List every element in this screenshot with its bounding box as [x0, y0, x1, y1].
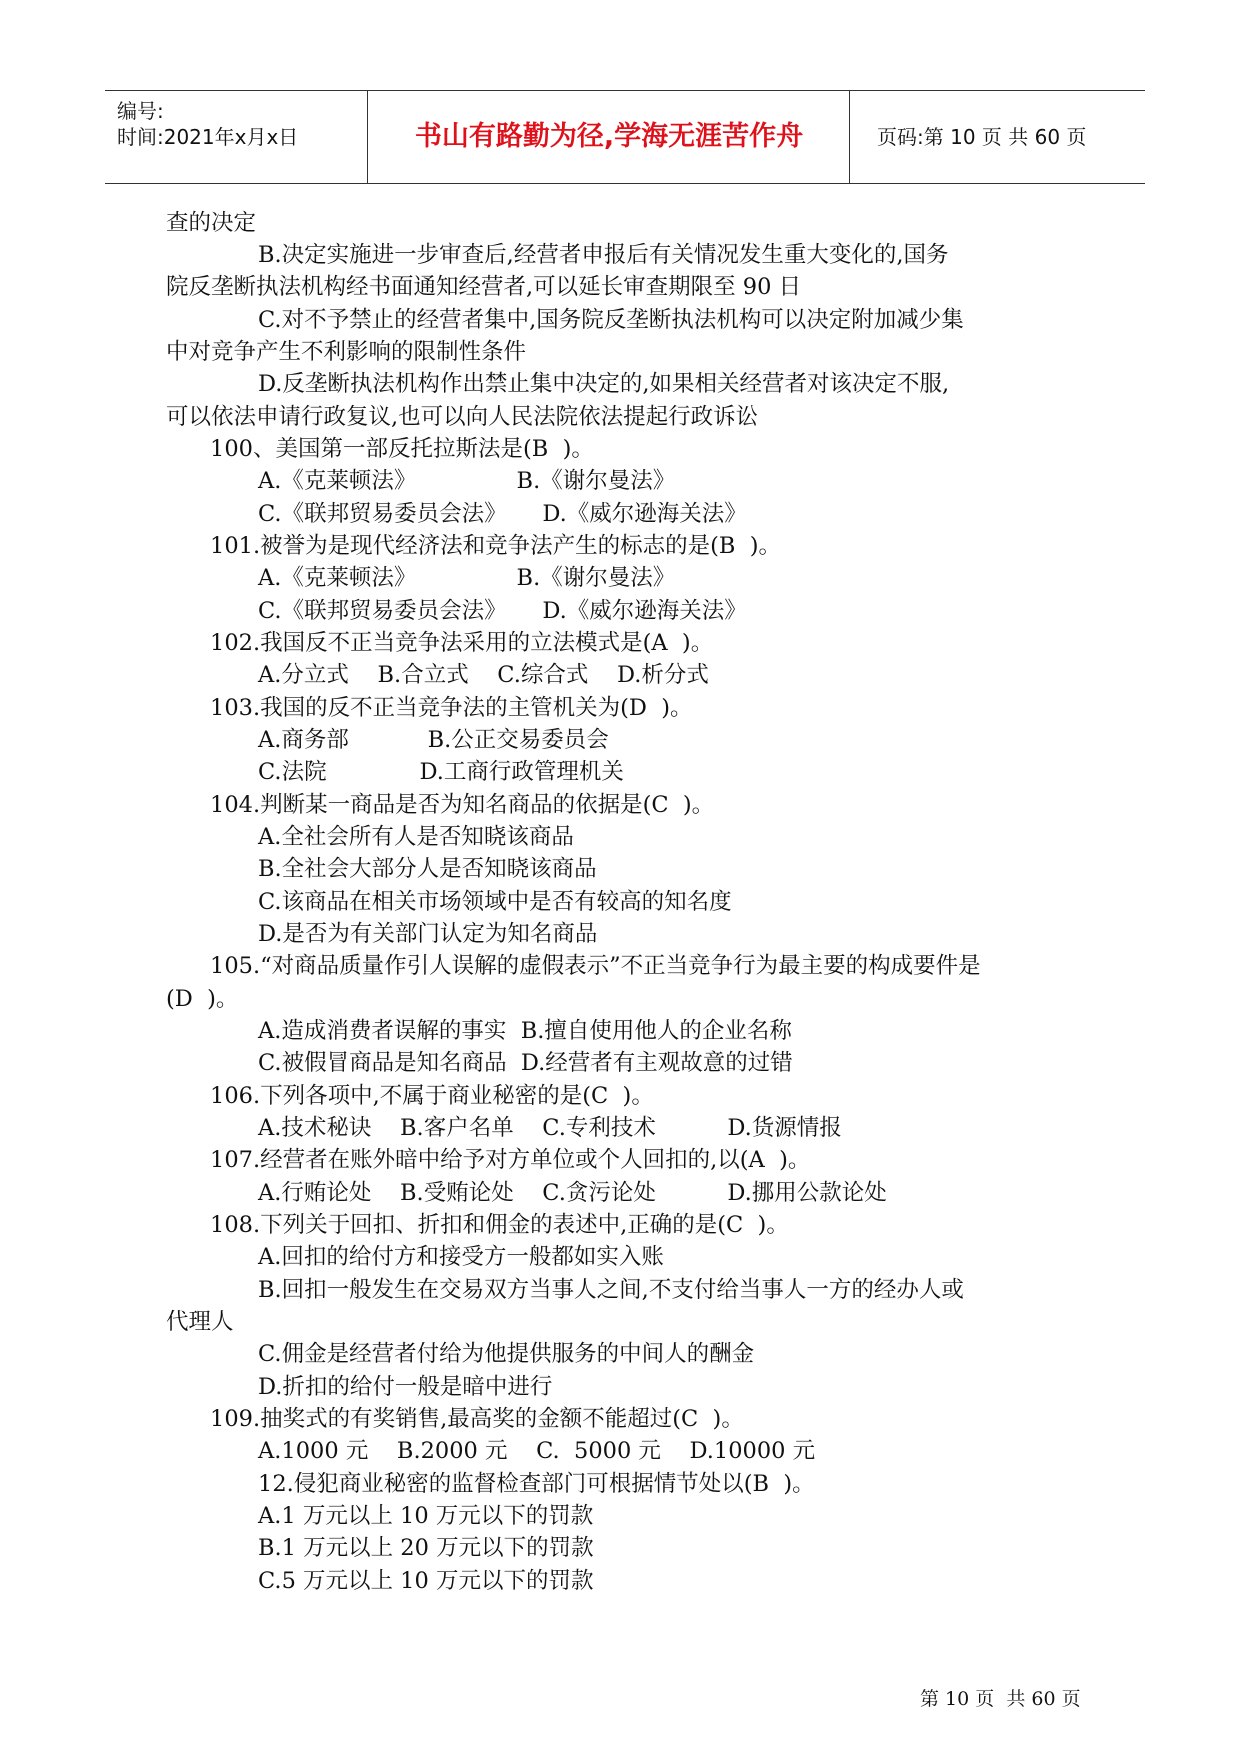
- option-line: A.1 万元以上 10 万元以下的罚款: [258, 1503, 594, 1529]
- page-footer: 第 10 页 共 60 页: [920, 1688, 1081, 1710]
- question-109: 109.抽奖式的有奖销售,最高奖的金额不能超过(C )。: [210, 1406, 744, 1432]
- option-line: B.1 万元以上 20 万元以下的罚款: [258, 1535, 594, 1561]
- text-line: (D )。: [166, 986, 239, 1012]
- option-line: A.造成消费者误解的事实 B.擅自使用他人的企业名称: [258, 1018, 792, 1044]
- question-102: 102.我国反不正当竞争法采用的立法模式是(A )。: [210, 630, 714, 656]
- option-line: C.5 万元以上 10 万元以下的罚款: [258, 1568, 594, 1594]
- option-line: A.行贿论处 B.受贿论处 C.贪污论处 D.挪用公款论处: [258, 1180, 887, 1206]
- page-header: [105, 90, 1145, 184]
- option-line: A.1000 元 B.2000 元 C. 5000 元 D.10000 元: [258, 1438, 816, 1464]
- question-104: 104.判断某一商品是否为知名商品的依据是(C )。: [210, 792, 715, 818]
- option-line: B.回扣一般发生在交易双方当事人之间,不支付给当事人一方的经办人或: [258, 1277, 964, 1303]
- option-line: A.分立式 B.合立式 C.综合式 D.析分式: [258, 662, 709, 688]
- text-line: C.对不予禁止的经营者集中,国务院反垄断执法机构可以决定附加减少集: [258, 307, 964, 333]
- option-line: C.佣金是经营者付给为他提供服务的中间人的酬金: [258, 1341, 755, 1367]
- question-12: 12.侵犯商业秘密的监督检查部门可根据情节处以(B )。: [258, 1471, 815, 1497]
- option-line: A.回扣的给付方和接受方一般都如实入账: [258, 1244, 664, 1270]
- header-page-label: 页码:第 10 页 共 60 页: [877, 125, 1087, 149]
- text-line: B.决定实施进一步审查后,经营者申报后有关情况发生重大变化的,国务: [258, 242, 949, 268]
- header-motto: 书山有路勤为径,学海无涯苦作舟: [369, 91, 850, 183]
- question-107: 107.经营者在账外暗中给予对方单位或个人回扣的,以(A )。: [210, 1147, 811, 1173]
- text-line: 代理人: [166, 1309, 234, 1335]
- option-line: D.折扣的给付一般是暗中进行: [258, 1374, 553, 1400]
- text-line: 院反垄断执法机构经书面通知经营者,可以延长审查期限至 90 日: [166, 274, 802, 300]
- text-line: 中对竞争产生不利影响的限制性条件: [166, 339, 527, 365]
- option-line: A.《克莱顿法》 B.《谢尔曼法》: [258, 468, 676, 494]
- question-106: 106.下列各项中,不属于商业秘密的是(C )。: [210, 1083, 654, 1109]
- option-line: C.法院 D.工商行政管理机关: [258, 759, 624, 785]
- text-line: 可以依法申请行政复议,也可以向人民法院依法提起行政诉讼: [166, 404, 759, 430]
- question-103: 103.我国的反不正当竞争法的主管机关为(D )。: [210, 695, 693, 721]
- option-line: A.《克莱顿法》 B.《谢尔曼法》: [258, 565, 676, 591]
- option-line: C.《联邦贸易委员会法》 D.《威尔逊海关法》: [258, 501, 747, 527]
- text-line: D.反垄断执法机构作出禁止集中决定的,如果相关经营者对该决定不服,: [258, 371, 950, 397]
- option-line: C.《联邦贸易委员会法》 D.《威尔逊海关法》: [258, 598, 747, 624]
- document-number-label: 编号:: [117, 99, 164, 123]
- option-line: A.商务部 B.公正交易委员会: [258, 727, 609, 753]
- option-line: A.全社会所有人是否知晓该商品: [258, 824, 574, 850]
- option-line: C.被假冒商品是知名商品 D.经营者有主观故意的过错: [258, 1050, 793, 1076]
- question-108: 108.下列关于回扣、折扣和佣金的表述中,正确的是(C )。: [210, 1212, 789, 1238]
- option-line: A.技术秘诀 B.客户名单 C.专利技术 D.货源情报: [258, 1115, 842, 1141]
- text-line: 查的决定: [166, 210, 257, 236]
- option-line: C.该商品在相关市场领域中是否有较高的知名度: [258, 889, 732, 915]
- header-meta: [105, 91, 368, 183]
- document-time-label: 时间:2021年x月x日: [117, 125, 299, 149]
- question-101: 101.被誉为是现代经济法和竞争法产生的标志的是(B )。: [210, 533, 781, 559]
- option-line: B.全社会大部分人是否知晓该商品: [258, 856, 597, 882]
- question-100: 100、美国第一部反托拉斯法是(B )。: [210, 436, 594, 462]
- question-105: 105.“对商品质量作引人误解的虚假表示”不正当竞争行为最主要的构成要件是: [210, 953, 981, 979]
- option-line: D.是否为有关部门认定为知名商品: [258, 921, 598, 947]
